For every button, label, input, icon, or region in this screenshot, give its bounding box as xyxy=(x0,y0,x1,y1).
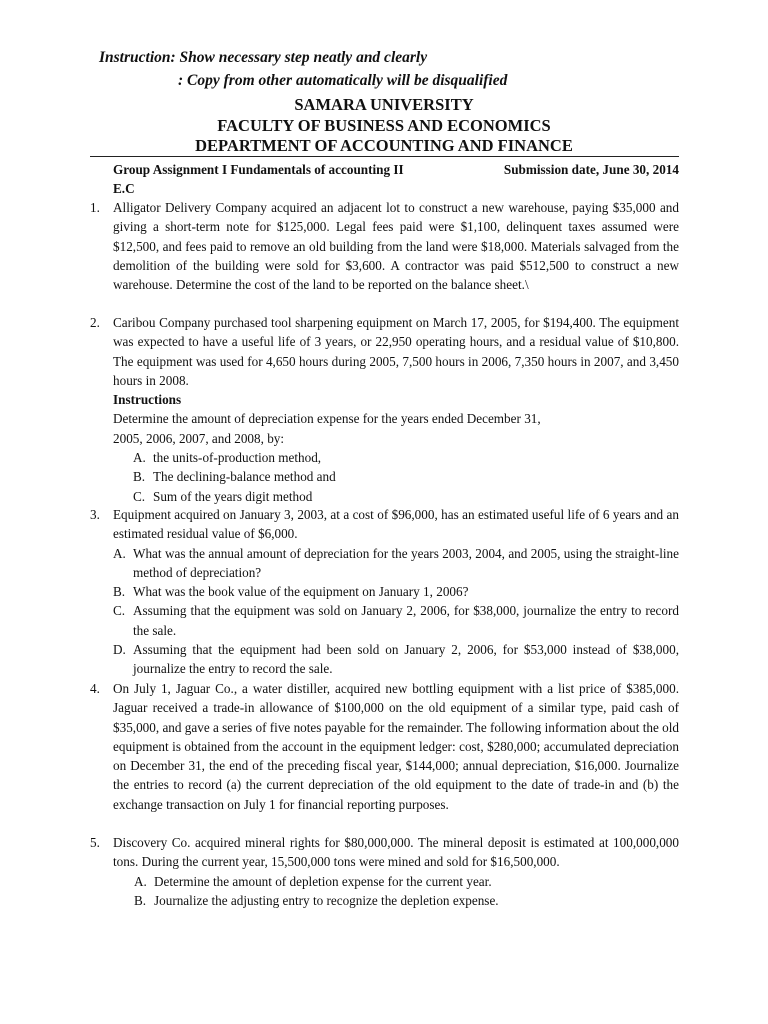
question-number: 5. xyxy=(90,835,100,850)
list-item xyxy=(133,467,679,486)
item-text: What was the book value of the equipment on January 1, 2006? xyxy=(133,584,469,600)
item-label: A. xyxy=(113,545,126,561)
question-number: 1. xyxy=(90,200,100,215)
item-label: C. xyxy=(113,603,126,619)
item-label: B. xyxy=(133,469,146,485)
item-text: Journalize the adjusting entry to recognize the depletion expense. xyxy=(154,892,499,908)
item-text: Sum of the years digit method xyxy=(153,488,313,504)
header-divider xyxy=(90,156,679,157)
question-text: Caribou Company purchased tool sharpening equipment on March 17, 2005, for $194,400. The equipment was expected to have a useful life of 3 years, or 22,950 operating hours, and a residual value of $10,800. The equipment was used for 4,650 hours during 2005, 7,500 hours in 2006, 7,350 hours in 2007, and 3,450 hours in 2008. xyxy=(113,315,679,388)
question-number: 4. xyxy=(90,681,100,696)
list-item xyxy=(113,544,679,583)
question-4 xyxy=(90,679,679,814)
item-label: B. xyxy=(134,892,147,908)
assignment-heading xyxy=(113,160,679,198)
list-item xyxy=(133,487,679,506)
item-text: the units-of-production method, xyxy=(153,450,322,466)
question-5 xyxy=(90,833,679,910)
item-label: D. xyxy=(113,642,126,658)
question-text: Alligator Delivery Company acquired an adjacent lot to construct a new warehouse, paying $35,000 and giving a short-term note for $125,000. Legal fees paid were $1,100, delinquent taxes assumed were $12,500, and fees paid to remove an old building from the land were $18,000. Materials salvaged from the demolition of the building were sold for $3,600. A contractor was paid $512,500 to construct a new warehouse. Determine the cost of the land to be reported on the balance sheet.\ xyxy=(113,200,679,293)
question-text: On July 1, Jaguar Co., a water distiller, acquired new bottling equipment with a list price of $385,000. Jaguar received a trade-in allowance of $100,000 on the old equipment of a similar type, paid cash of $35,000, and gave a series of five notes payable for the remainder. The following information about the old equipment is obtained from the account in the equipment ledger: cost, $280,000; accumulated depreciation on December 31, the end of the preceding fiscal year, $144,000; annual depreciation, $16,000. Journalize the entries to record (a) the current depreciation of the old equipment to the date of trade-in and (b) the exchange transaction on July 1 for financial reporting purposes. xyxy=(113,681,679,812)
question-1 xyxy=(90,198,679,294)
item-label: B. xyxy=(113,584,126,600)
department-name: DEPARTMENT OF ACCOUNTING AND FINANCE xyxy=(195,136,573,155)
assignment-title: Group Assignment I Fundamentals of accounting II xyxy=(113,162,404,177)
calendar-note: E.C xyxy=(113,181,135,196)
item-label: A. xyxy=(134,873,147,889)
submission-date: Submission date, June 30, 2014 xyxy=(503,162,679,177)
item-text: The declining-balance method and xyxy=(153,469,336,485)
item-label: A. xyxy=(133,450,146,466)
faculty-name: FACULTY OF BUSINESS AND ECONOMICS xyxy=(217,116,551,135)
instruction-line-2: : Copy from other automatically will be disqualified xyxy=(178,72,508,89)
sub-list xyxy=(134,872,679,911)
list-item xyxy=(113,601,679,640)
instruction-line-1: Instruction: Show necessary step neatly and clearly xyxy=(99,49,428,66)
item-label: C. xyxy=(133,488,146,504)
question-text: Discovery Co. acquired mineral rights for $80,000,000. The mineral deposit is estimated at 100,000,000 tons. During the current year, 15,500,000 tons were mined and sold for $16,500,000. xyxy=(113,835,679,870)
item-text: Determine the amount of depletion expense for the current year. xyxy=(154,873,492,889)
list-item xyxy=(134,872,679,891)
question-number: 3. xyxy=(90,507,100,522)
list-item xyxy=(113,582,679,601)
question-3 xyxy=(90,505,679,679)
item-text: Assuming that the equipment had been sold on January 2, 2006, for $53,000 instead of $38,000, journalize the entry to record the sale. xyxy=(133,642,679,677)
question-text: Equipment acquired on January 3, 2003, at a cost of $96,000, has an estimated useful life of 6 years and an estimated residual value of $6,000. xyxy=(113,507,679,542)
list-item xyxy=(134,891,679,910)
question-number: 2. xyxy=(90,315,100,330)
item-text: What was the annual amount of depreciation for the years 2003, 2004, and 2005, using the straight-line method of depreciation? xyxy=(133,545,679,580)
item-text: Assuming that the equipment was sold on January 2, 2006, for $38,000, journalize the entry to record the sale. xyxy=(133,603,679,638)
list-item xyxy=(113,640,679,679)
instructions-text: Determine the amount of depreciation expense for the years ended December 31, 2005, 2006, 2007, and 2008, by: xyxy=(113,411,541,446)
university-name: SAMARA UNIVERSITY xyxy=(294,95,474,114)
instructions-heading: Instructions xyxy=(113,392,182,408)
list-item xyxy=(133,448,679,467)
question-2 xyxy=(90,313,679,506)
sub-list xyxy=(133,448,679,506)
